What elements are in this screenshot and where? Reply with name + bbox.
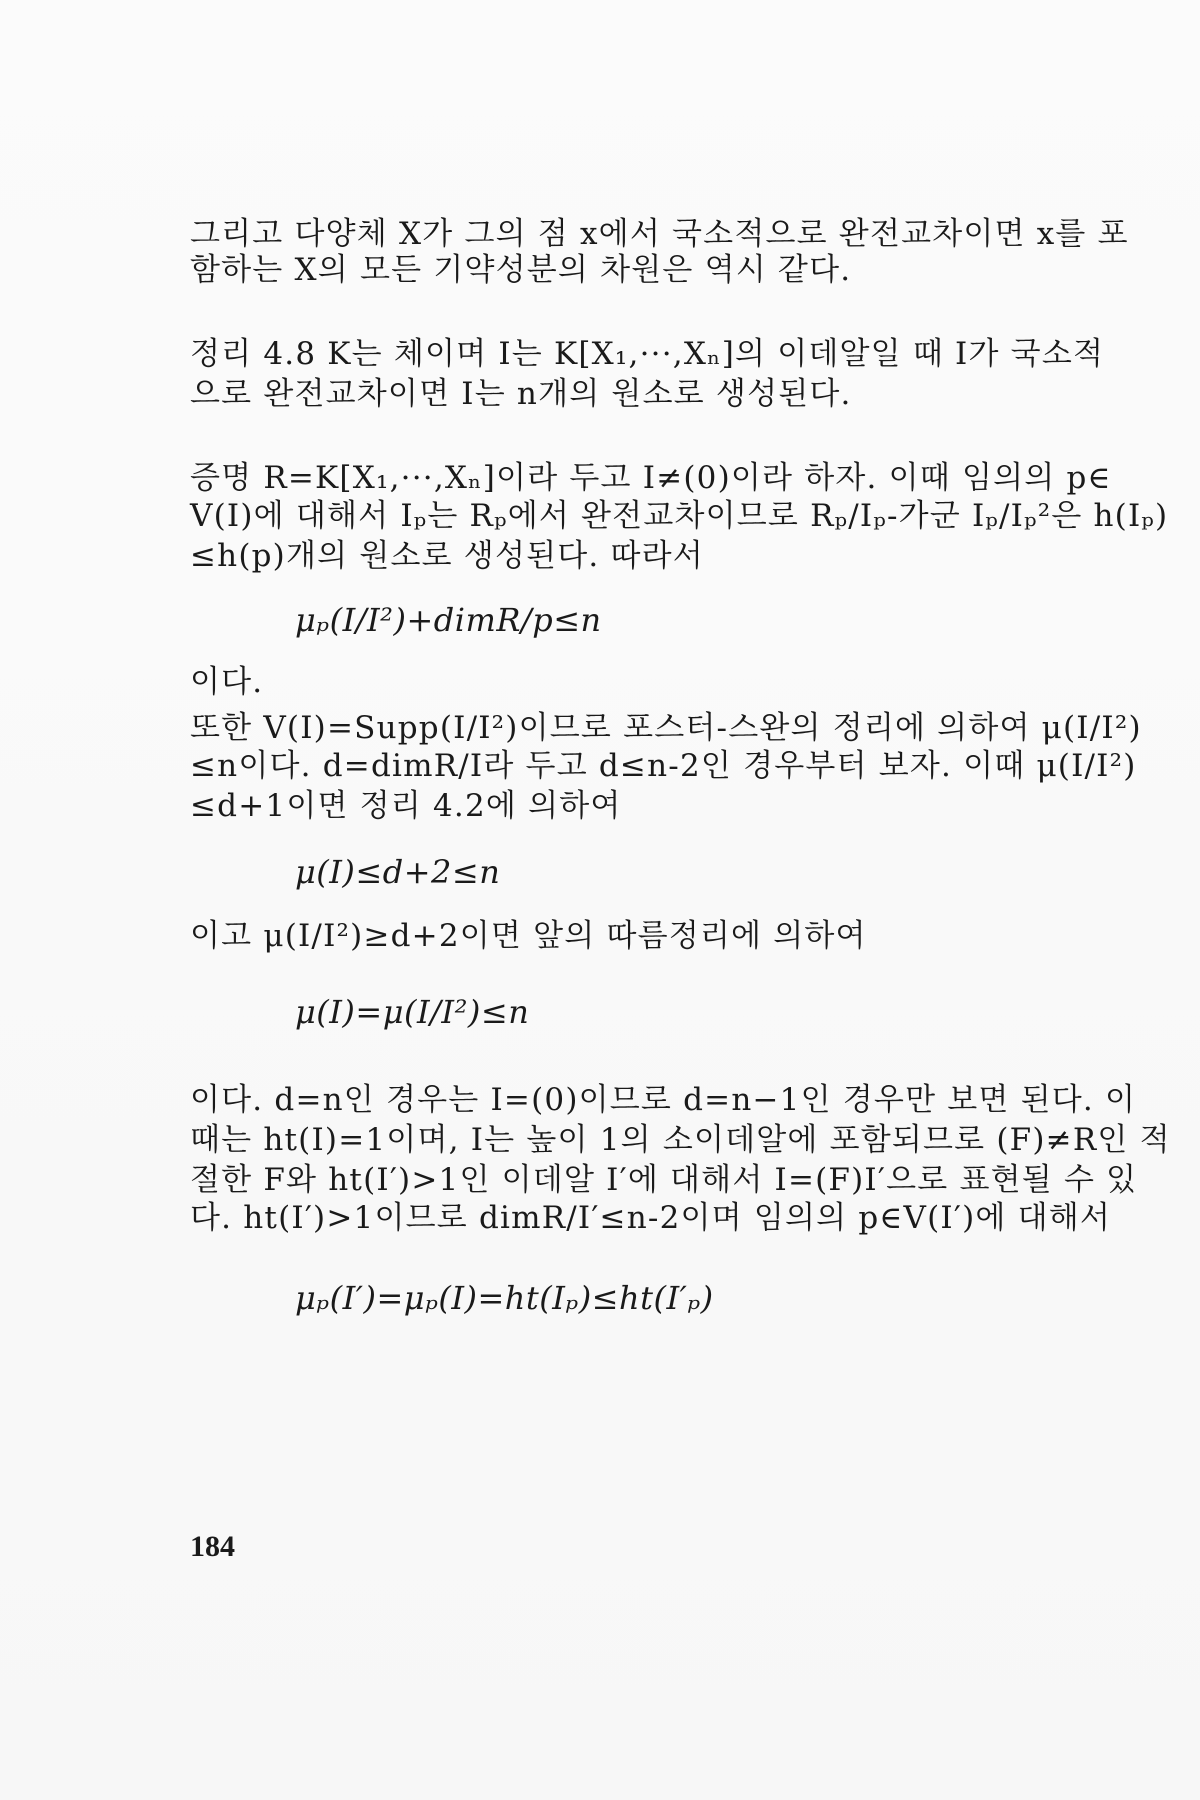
- display-formula: μ(I)≤d+2≤n: [295, 853, 501, 891]
- text-line: 이다. d=n인 경우는 I=(0)이므로 d=n−1인 경우만 보면 된다. 이: [190, 1082, 1137, 1118]
- text-line: 이다.: [190, 664, 264, 700]
- proof-heading-line: 증명 R=K[X₁,···,Xₙ]이라 두고 I≠(0)이라 하자. 이때 임의의 p∈: [190, 460, 1112, 496]
- text-line: ≤n이다. d=dimR/I라 두고 d≤n-2인 경우부터 보자. 이때 μ(I/I²): [190, 748, 1137, 784]
- display-formula: μₚ(I′)=μₚ(I)=ht(Iₚ)≤ht(I′ₚ): [295, 1279, 714, 1317]
- text-line: V(I)에 대해서 Iₚ는 Rₚ에서 완전교차이므로 Rₚ/Iₚ-가군 Iₚ/Iₚ²은 h(Iₚ): [190, 498, 1169, 534]
- text-line: 절한 F와 ht(I′)>1인 이데알 I′에 대해서 I=(F)I′으로 표현될 수 있: [190, 1162, 1138, 1198]
- page-number: 184: [190, 1530, 235, 1563]
- text-line: ≤d+1이면 정리 4.2에 의하여: [190, 788, 622, 824]
- theorem-heading-line: 정리 4.8 K는 체이며 I는 K[X₁,···,Xₙ]의 이데알일 때 I가 국소적: [190, 336, 1105, 372]
- text-line: 이고 μ(I/I²)≥d+2이면 앞의 따름정리에 의하여: [190, 918, 867, 954]
- text-line: 함하는 X의 모든 기약성분의 차원은 역시 같다.: [190, 252, 852, 288]
- text-line: 그리고 다양체 X가 그의 점 x에서 국소적으로 완전교차이면 x를 포: [190, 216, 1129, 252]
- text-line: ≤h(p)개의 원소로 생성된다. 따라서: [190, 538, 704, 574]
- text-line: 다. ht(I′)>1이므로 dimR/I′≤n-2이며 임의의 p∈V(I′)에 대해서: [190, 1200, 1112, 1236]
- display-formula: μₚ(I/I²)+dimR/p≤n: [295, 601, 602, 639]
- text-line: 또한 V(I)=Supp(I/I²)이므로 포스터-스완의 정리에 의하여 μ(I/I²): [190, 710, 1142, 746]
- text-line: 으로 완전교차이면 I는 n개의 원소로 생성된다.: [190, 376, 852, 412]
- display-formula: μ(I)=μ(I/I²)≤n: [295, 993, 530, 1031]
- text-line: 때는 ht(I)=1이며, I는 높이 1의 소이데알에 포함되므로 (F)≠R인 적: [190, 1122, 1171, 1158]
